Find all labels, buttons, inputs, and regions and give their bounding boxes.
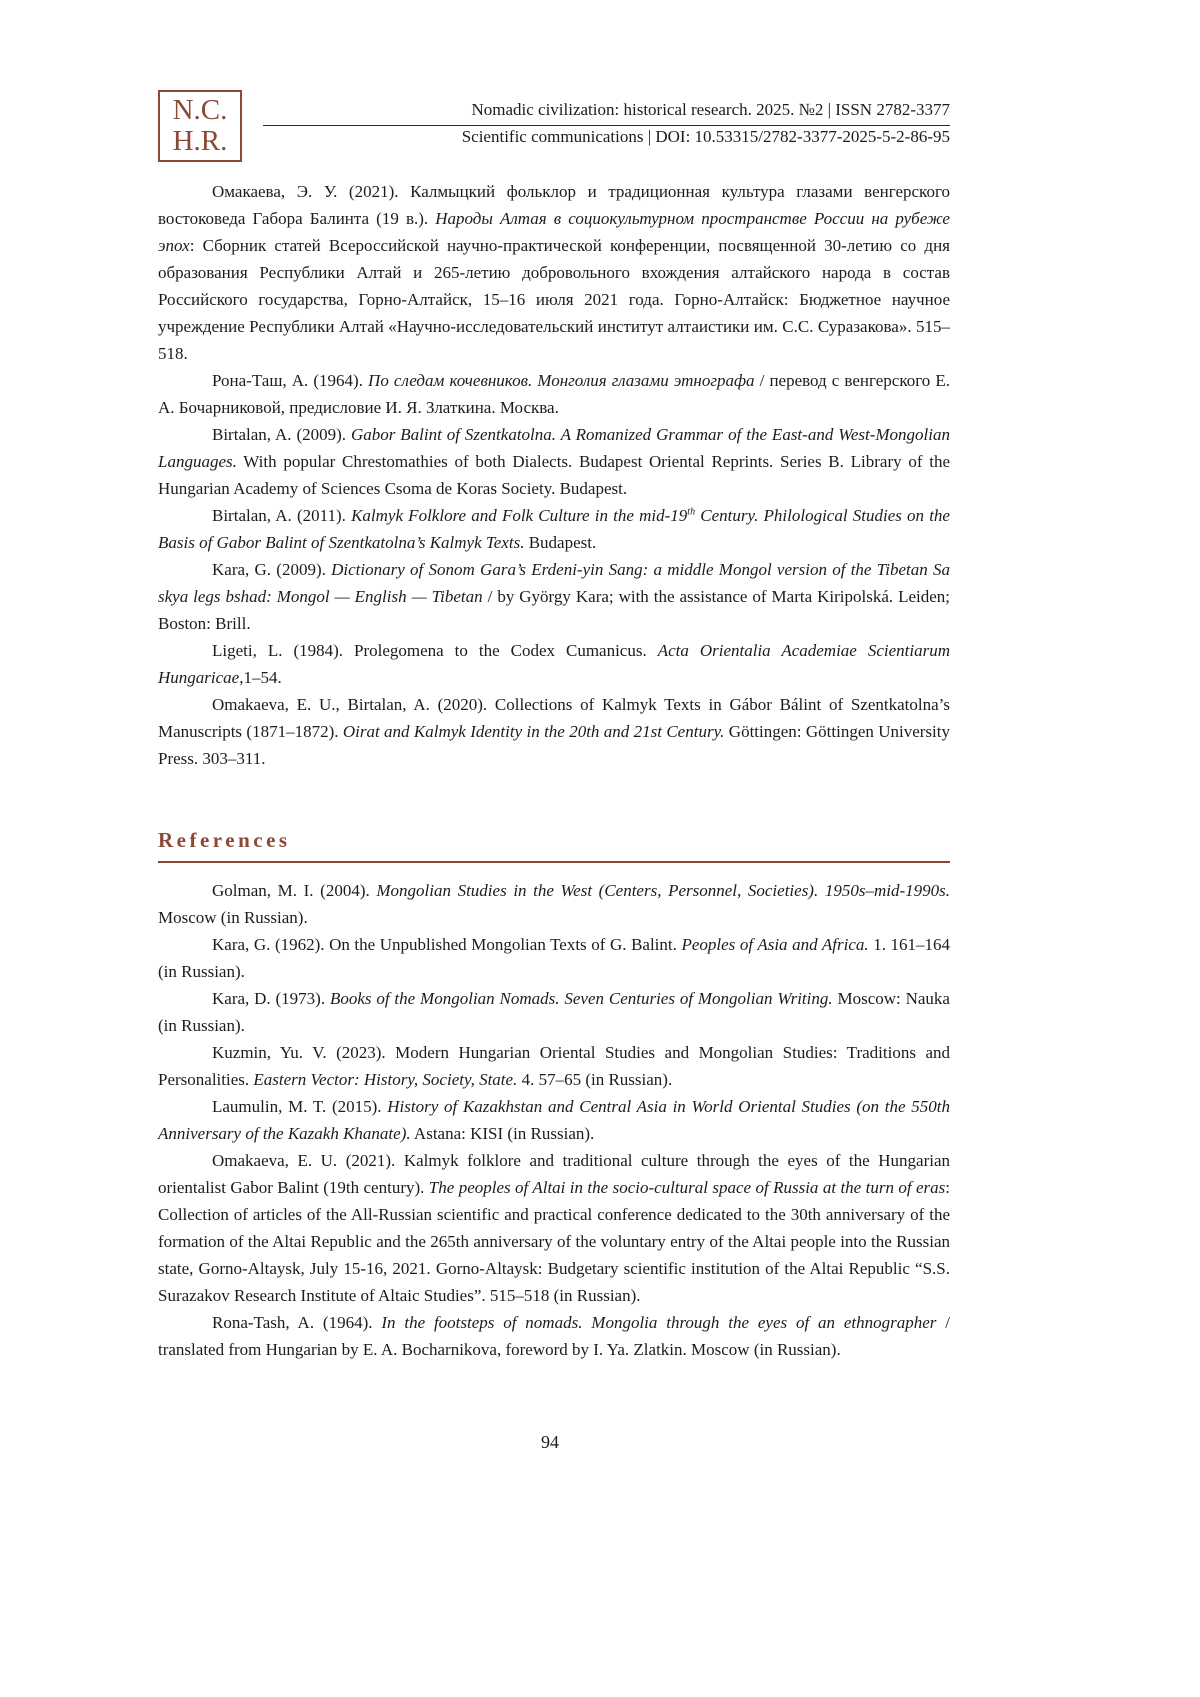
section-doi: Scientific communications | DOI: 10.53315/2782-3377-2025-5-2-86-95 [461, 127, 950, 146]
bibliography-entry: Birtalan, A. (2009). Gabor Balint of Szentkatolna. A Romanized Grammar of the East-and West-Mongolian Languages. With popular Chrestomathies of both Dialects. Budapest Oriental Reprints. Series B. Library of the Hungarian Academy of Sciences Csoma de Koras Society. Budapest. [158, 425, 950, 498]
reference-entry: Rona-Tash, A. (1964). In the footsteps of nomads. Mongolia through the eyes of an ethnographer / translated from Hungarian by E. A. Bocharnikova, foreword by I. Ya. Zlatkin. Moscow (in Russian). [158, 1313, 950, 1359]
bibliography-entry: Омакаева, Э. У. (2021). Калмыцкий фольклор и традиционная культура глазами венгерского востоковеда Габора Балинта (19 в.). Народы Алтая в социокультурном пространстве России на рубеже эпох: Сборник статей Всероссийской научно-практической конференции, посвященной 30-летию со дня образования Республики Алтай и 265-летию добровольного вхождения алтайского народа в состав Российского государства, Горно-Алтайск, 15–16 июля 2021 года. Горно-Алтайск: Бюджетное научное учреждение Республики Алтай «Научно-исследовательский институт алтаистики им. С.С. Суразакова». 515–518. [158, 182, 950, 363]
page-content [158, 178, 950, 1363]
reference-entry: Golman, M. I. (2004). Mongolian Studies in the West (Centers, Personnel, Societies). 1950s–mid-1990s. Moscow (in Russian). [158, 881, 950, 927]
journal-logo [158, 90, 242, 162]
bibliography-entry: Birtalan, A. (2011). Kalmyk Folklore and Folk Culture in the mid-19th Century. Philological Studies on the Basis of Gabor Balint of Szentkatolna’s Kalmyk Texts. Budapest. [158, 506, 950, 552]
journal-title: Nomadic civilization: historical research. 2025. №2 | ISSN 2782-3377 [471, 100, 950, 119]
references-heading: References [158, 828, 291, 852]
reference-entry: Kuzmin, Yu. V. (2023). Modern Hungarian Oriental Studies and Mongolian Studies: Traditions and Personalities. Eastern Vector: History, Society, State. 4. 57–65 (in Russian). [158, 1043, 950, 1089]
reference-entry: Kara, G. (1962). On the Unpublished Mongolian Texts of G. Balint. Peoples of Asia and Africa. 1. 161–164 (in Russian). [158, 935, 951, 981]
page-number: 94 [541, 1432, 559, 1452]
bibliography-entry: Рона-Таш, А. (1964). По следам кочевников. Монголия глазами этнографа / перевод с венгерского Е. А. Бочарниковой, предисловие И. Я. Златкина. Москва. [158, 371, 950, 417]
reference-entry: Laumulin, M. T. (2015). History of Kazakhstan and Central Asia in World Oriental Studies (on the 550th Anniversary of the Kazakh Khanate). Astana: KISI (in Russian). [158, 1097, 950, 1143]
bibliography-entry: Kara, G. (2009). Dictionary of Sonom Gara’s Erdeni-yin Sang: a middle Mongol version of the Tibetan Sa skya legs bshad: Mongol — English — Tibetan / by György Kara; with the assistance of Marta Kiripolská. Leiden; Boston: Brill. [158, 560, 950, 633]
logo-line-1: N.C. [172, 94, 228, 126]
logo-line-2: H.R. [172, 125, 228, 157]
bibliography-entry: Omakaeva, E. U., Birtalan, A. (2020). Collections of Kalmyk Texts in Gábor Bálint of Szentkatolna’s Manuscripts (1871–1872). Oirat and Kalmyk Identity in the 20th and 21st Century. Göttingen: Göttingen University Press. 303–311. [158, 695, 950, 768]
reference-entry: Omakaeva, E. U. (2021). Kalmyk folklore and traditional culture through the eyes of the Hungarian orientalist Gabor Balint (19th century). The peoples of Altai in the socio-cultural space of Russia at the turn of eras: Collection of articles of the All-Russian scientific and practical conference dedicated to the 30th anniversary of the formation of the Altai Republic and the 265th anniversary of the voluntary entry of the Altai people into the Russian state, Gorno-Altaysk, July 15-16, 2021. Gorno-Altaysk: Budgetary scientific institution of the Altai Republic “S.S. Surazakov Research Institute of Altaic Studies”. 515–518 (in Russian). [158, 1151, 950, 1305]
bibliography-entry: Ligeti, L. (1984). Prolegomena to the Codex Cumanicus. Acta Orientalia Academiae Scientiarum Hungaricae,1–54. [158, 641, 950, 687]
references-divider [158, 861, 950, 863]
reference-entry: Kara, D. (1973). Books of the Mongolian Nomads. Seven Centuries of Mongolian Writing. Moscow: Nauka (in Russian). [158, 989, 950, 1035]
header-divider [263, 125, 950, 126]
